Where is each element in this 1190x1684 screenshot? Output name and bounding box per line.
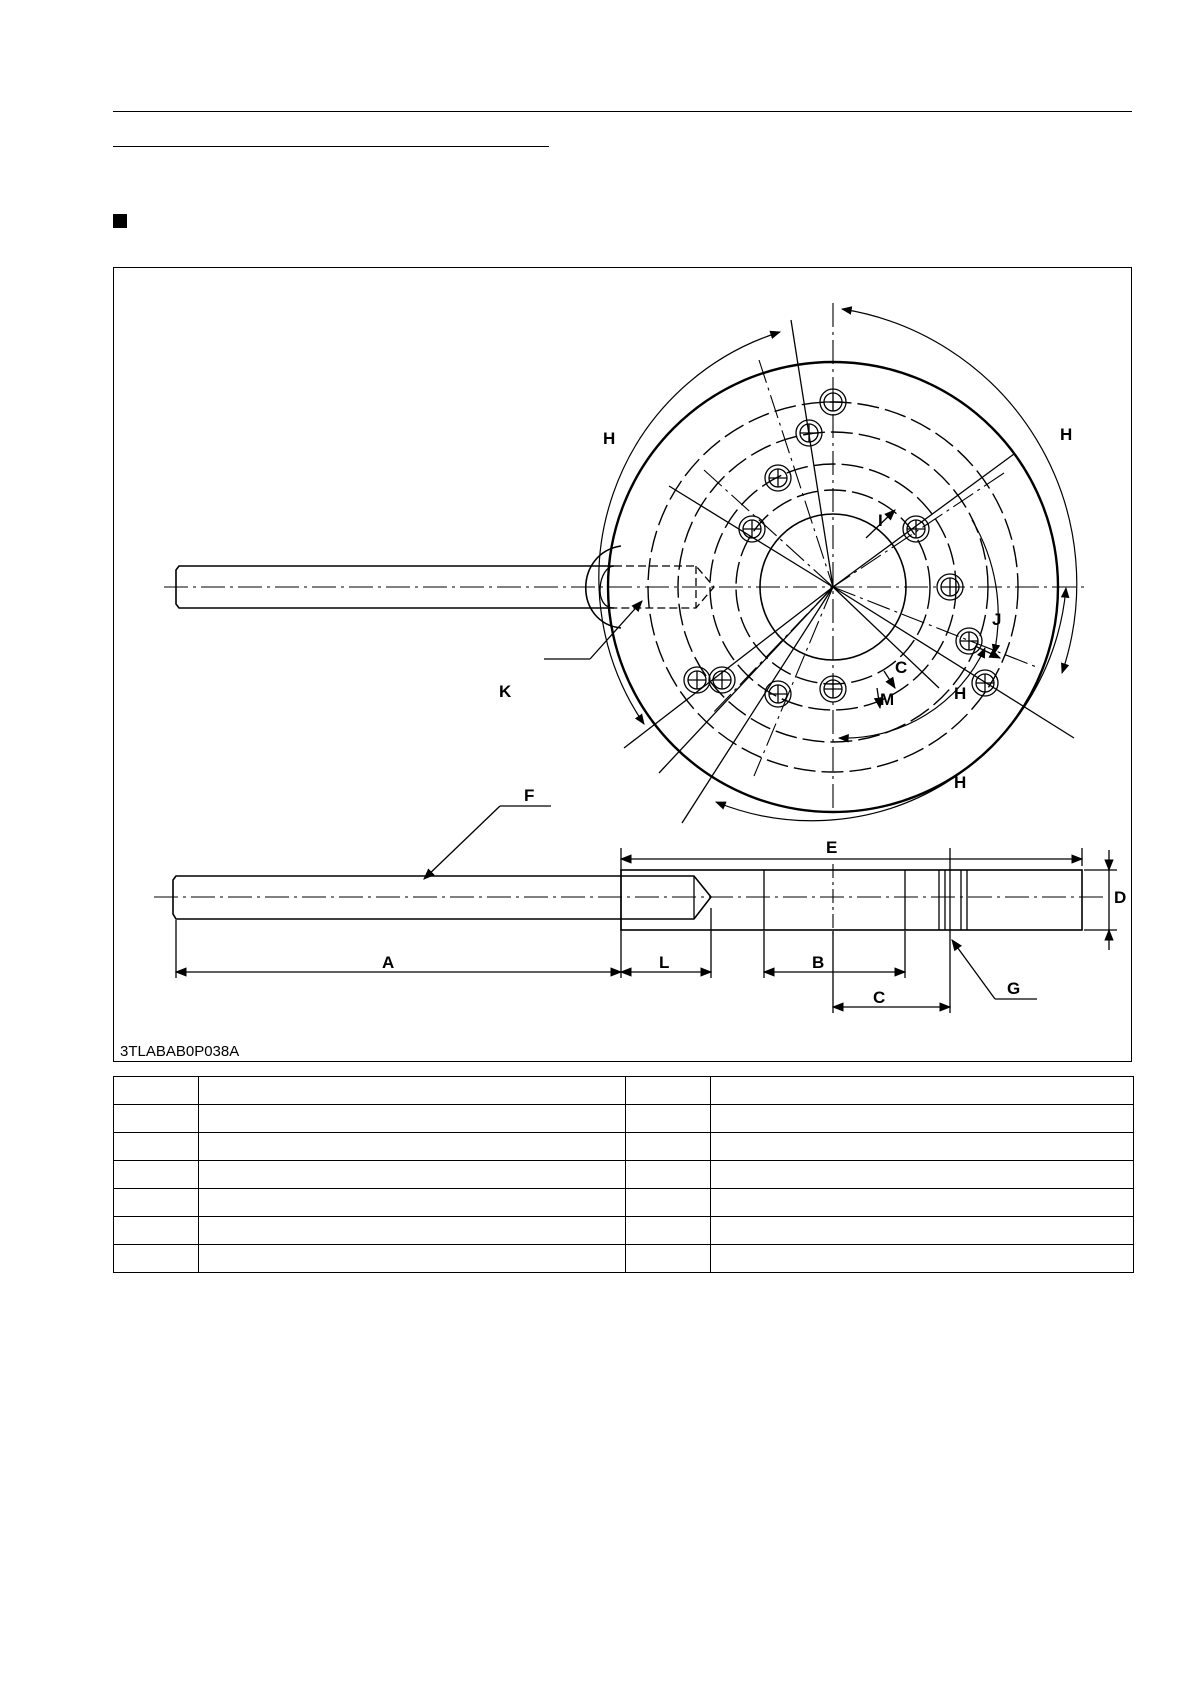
table-cell	[711, 1105, 1134, 1133]
table-cell	[114, 1161, 199, 1189]
table-cell	[114, 1245, 199, 1273]
table-cell	[199, 1217, 626, 1245]
label-E: E	[826, 838, 838, 857]
label-F: F	[524, 786, 535, 805]
table-cell	[711, 1133, 1134, 1161]
label-G: G	[1007, 979, 1021, 998]
table-cell	[114, 1217, 199, 1245]
table-cell	[114, 1189, 199, 1217]
table-cell	[626, 1189, 711, 1217]
center-lines	[164, 303, 1089, 813]
label-H-4: H	[954, 773, 967, 792]
label-C-top: C	[895, 658, 908, 677]
table-cell	[626, 1161, 711, 1189]
section-title-underline	[113, 146, 549, 147]
label-K: K	[499, 682, 512, 701]
tool-drawing-figure	[113, 267, 1132, 1062]
table-cell	[711, 1077, 1134, 1105]
label-H-1: H	[603, 429, 616, 448]
label-H-2: H	[1060, 425, 1073, 444]
table-cell	[626, 1217, 711, 1245]
label-B: B	[812, 953, 825, 972]
figure-code: 3TLABAB0P038A	[120, 1043, 240, 1060]
label-L: L	[659, 953, 670, 972]
table-row	[114, 1105, 1134, 1133]
label-M: M	[880, 690, 895, 709]
section-bullet-icon	[113, 214, 127, 228]
table-cell	[199, 1161, 626, 1189]
table-row	[114, 1245, 1134, 1273]
table-cell	[199, 1077, 626, 1105]
table-cell	[626, 1245, 711, 1273]
label-A: A	[382, 953, 395, 972]
table-cell	[199, 1133, 626, 1161]
table-row	[114, 1133, 1134, 1161]
table-cell	[711, 1161, 1134, 1189]
label-D: D	[1114, 888, 1127, 907]
table-row	[114, 1217, 1134, 1245]
table-row	[114, 1161, 1134, 1189]
table-cell	[711, 1245, 1134, 1273]
table-cell	[114, 1105, 199, 1133]
disc-side-profile	[621, 870, 1082, 930]
table-row	[114, 1189, 1134, 1217]
dimension-table	[113, 1076, 1134, 1273]
table-cell	[626, 1133, 711, 1161]
table-cell	[711, 1189, 1134, 1217]
table-cell	[114, 1077, 199, 1105]
label-J: J	[992, 610, 1002, 629]
technical-drawing	[114, 268, 1133, 1063]
table-cell	[626, 1105, 711, 1133]
table-cell	[199, 1105, 626, 1133]
header-rule	[113, 111, 1132, 112]
label-H-3: H	[954, 684, 967, 703]
table-cell	[199, 1245, 626, 1273]
table-row	[114, 1077, 1134, 1105]
table-cell	[199, 1189, 626, 1217]
table-cell	[711, 1217, 1134, 1245]
table-cell	[626, 1077, 711, 1105]
table-cell	[114, 1133, 199, 1161]
label-I: I	[878, 511, 883, 530]
label-C-bottom: C	[873, 988, 886, 1007]
